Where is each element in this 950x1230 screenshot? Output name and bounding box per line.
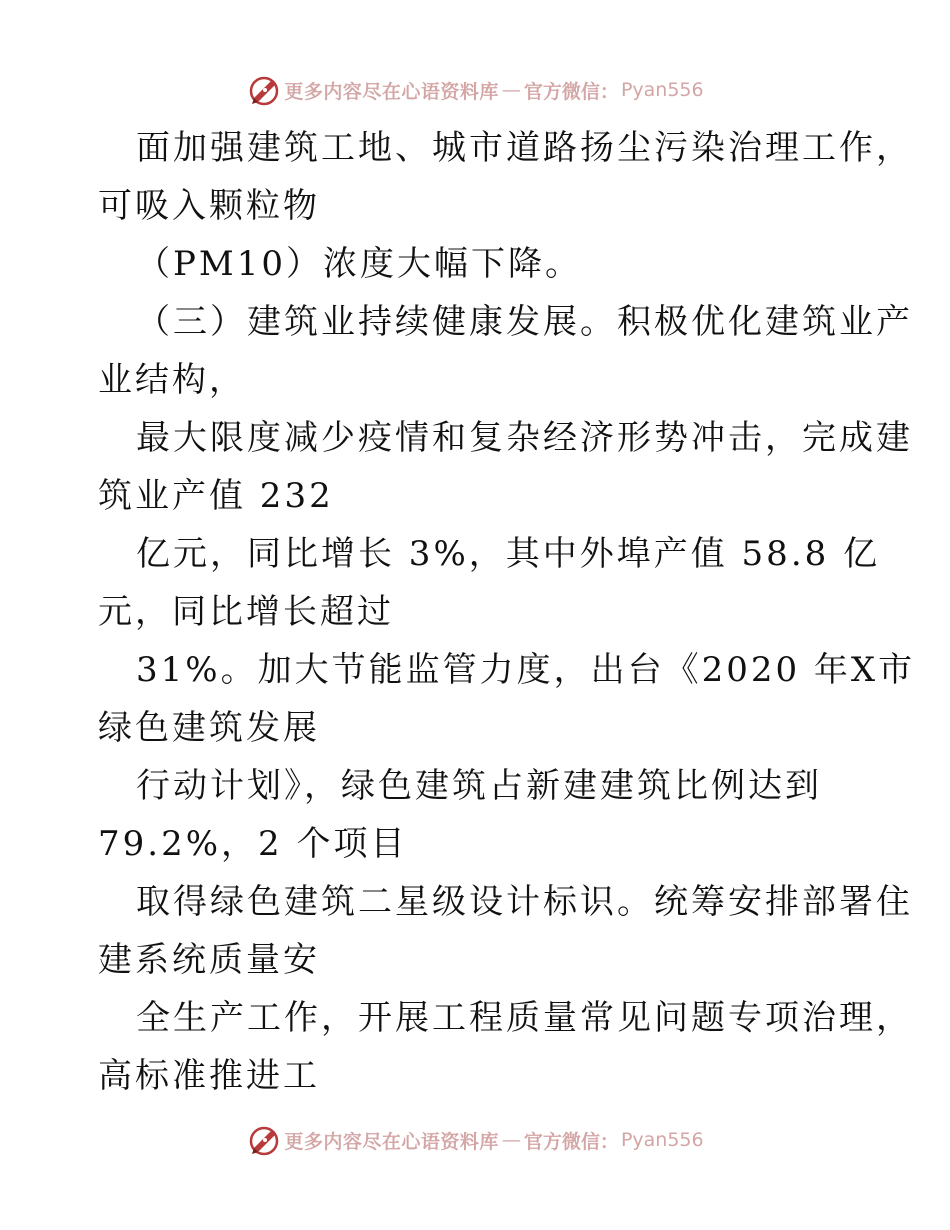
banner-wechat-label: 官方微信： xyxy=(523,80,619,103)
text-line: 可吸入颗粒物 xyxy=(98,186,320,226)
pen-logo-icon xyxy=(246,1122,282,1158)
document-body xyxy=(98,119,916,1105)
text-line: 面加强建筑工地、城市道路扬尘污染治理工作， xyxy=(136,128,913,168)
text-line: 元，同比增长超过 xyxy=(98,592,394,632)
text-line: 绿色建筑发展 xyxy=(98,708,320,748)
footer-banner xyxy=(0,1120,950,1160)
text-line: 筑业产值 232 xyxy=(98,476,334,516)
text-line: 31%。加大节能监管力度，出台《2020 年X市 xyxy=(136,650,916,690)
banner-wechat-label: 官方微信： xyxy=(523,1130,619,1153)
text-line: 79.2%，2 个项目 xyxy=(98,824,408,864)
banner-text: 更多内容尽在心语资料库 xyxy=(284,80,499,103)
pen-logo-icon xyxy=(246,72,282,108)
header-banner xyxy=(0,70,950,110)
banner-separator: — xyxy=(501,79,521,101)
text-line: 亿元，同比增长 3%，其中外埠产值 58.8 亿 xyxy=(136,534,881,574)
text-line: 高标准推进工 xyxy=(98,1056,320,1096)
text-line: 取得绿色建筑二星级设计标识。统筹安排部署住 xyxy=(136,882,913,922)
text-line: 全生产工作，开展工程质量常见问题专项治理， xyxy=(136,998,913,1038)
text-line: 行动计划》，绿色建筑占新建建筑比例达到 xyxy=(136,766,822,806)
banner-separator: — xyxy=(501,1129,521,1151)
text-line: 最大限度减少疫情和复杂经济形势冲击，完成建 xyxy=(136,418,913,458)
text-line: （PM10）浓度大幅下降。 xyxy=(136,244,582,284)
banner-wechat-id: Pyan556 xyxy=(620,79,704,101)
banner-text: 更多内容尽在心语资料库 xyxy=(284,1130,499,1153)
text-line: 业结构， xyxy=(98,360,246,400)
banner-wechat-id: Pyan556 xyxy=(620,1129,704,1151)
text-line: （三）建筑业持续健康发展。积极优化建筑业产 xyxy=(136,302,913,342)
text-line: 建系统质量安 xyxy=(98,940,320,980)
